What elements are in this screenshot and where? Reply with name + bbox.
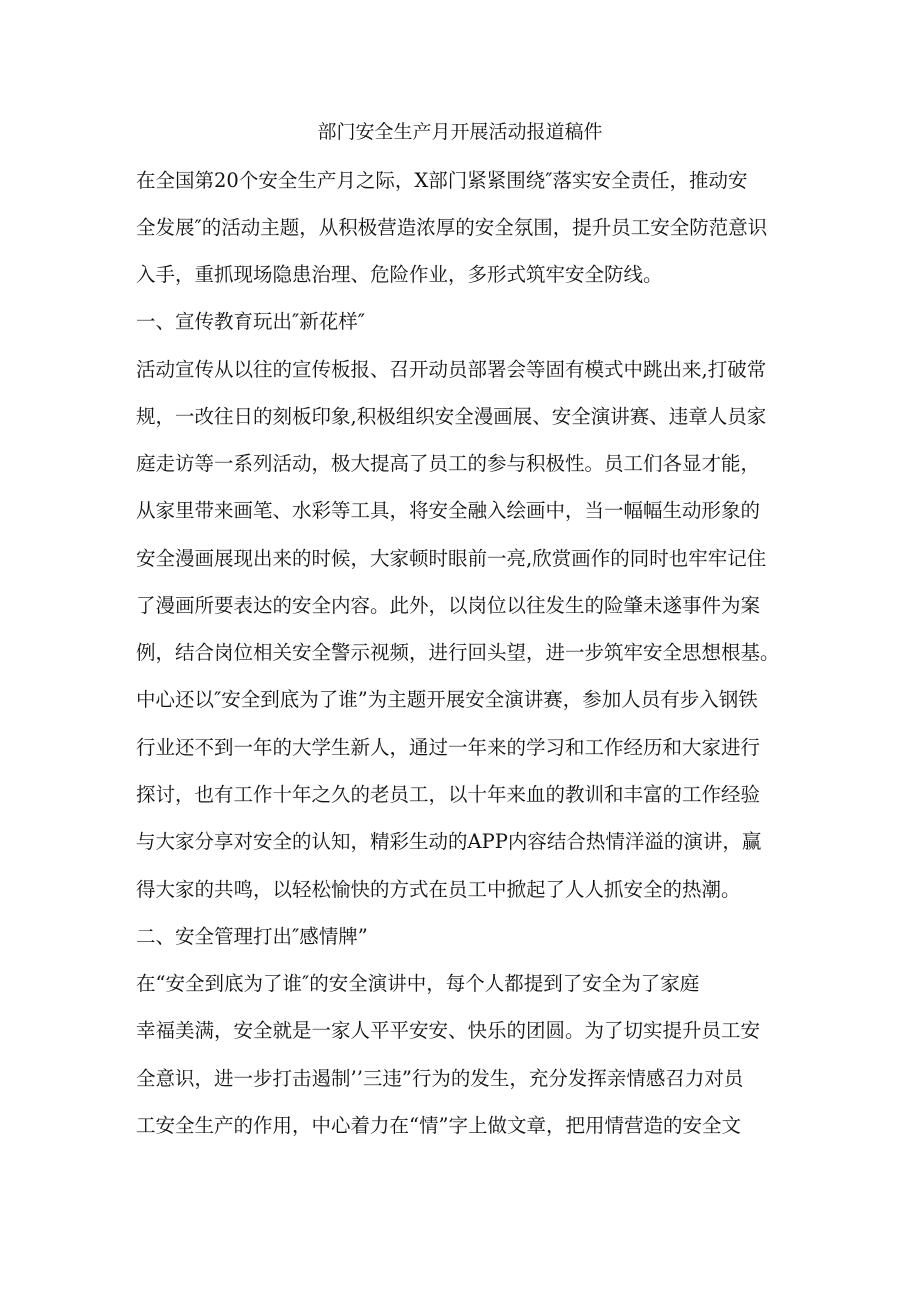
body-line: 规，一改往日的刻板印象,积极组织安全漫画展、安全演讲赛、违章人员家 (136, 405, 767, 428)
section-heading: 二、安全管理打出″感情牌” (136, 925, 368, 948)
body-line: 全意识，进一步打击遏制’’三违”行为的发生，充分发挥亲情感召力对员 (136, 1067, 744, 1090)
body-line: 例，结合岗位相关安全警示视频，进行回头望，进一步筑牢安全思想根基。 (136, 641, 780, 664)
body-line: 全发展″的活动主题，从积极营造浓厚的安全氛围，提升员工安全防范意识 (136, 216, 768, 239)
body-line: 活动宣传从以往的宣传板报、召开动员部署会等固有模式中跳出来,打破常 (136, 358, 767, 381)
body-line: 得大家的共鸣，以轻松愉快的方式在员工中掀起了人人抓安全的热潮。 (136, 878, 741, 901)
body-line: 了漫画所要表达的安全内容。此外，以岗位以往发生的险肇未遂事件为案 (136, 594, 761, 617)
body-line: 中心还以″安全到底为了谁”为主题开展安全演讲赛，参加人员有步入钢铁 (136, 688, 758, 711)
document-title: 部门安全生产月开展活动报道稿件 (317, 121, 603, 143)
section-heading: 一、宣传教育玩出″新花样″ (136, 310, 366, 333)
body-line: 工安全生产的作用，中心着力在“情”字上做文章，把用情营造的安全文 (136, 1114, 741, 1137)
body-line: 庭走访等一系列活动，极大提高了员工的参与积极性。员工们各显才能， (136, 452, 761, 475)
body-line: 幸福美满，安全就是一家人平平安安、快乐的团圆。为了切实提升员工安 (136, 1019, 761, 1042)
body-line: 入手，重抓现场隐患治理、危险作业，多形式筑牢安全防线。 (136, 263, 663, 286)
body-line: 探讨，也有工作十年之久的老员工，以十年来血的教训和丰富的工作经验 (136, 783, 761, 806)
body-line: 从家里带来画笔、水彩等工具，将安全融入绘画中，当一幅幅生动形象的 (136, 499, 761, 522)
body-line: 与大家分享对安全的认知，精彩生动的APP内容结合热情洋溢的演讲，赢 (136, 830, 762, 853)
body-line: 在全国第20个安全生产月之际，X部门紧紧围绕″落实安全责任，推动安 (136, 169, 748, 192)
body-line: 在“安全到底为了谁″的安全演讲中，每个人都提到了安全为了家庭 (136, 972, 700, 995)
body-line: 安全漫画展现出来的时候，大家顿时眼前一亮,欣赏画作的同时也牢牢记住 (136, 547, 767, 570)
body-line: 行业还不到一年的大学生新人，通过一年来的学习和工作经历和大家进行 (136, 736, 761, 759)
